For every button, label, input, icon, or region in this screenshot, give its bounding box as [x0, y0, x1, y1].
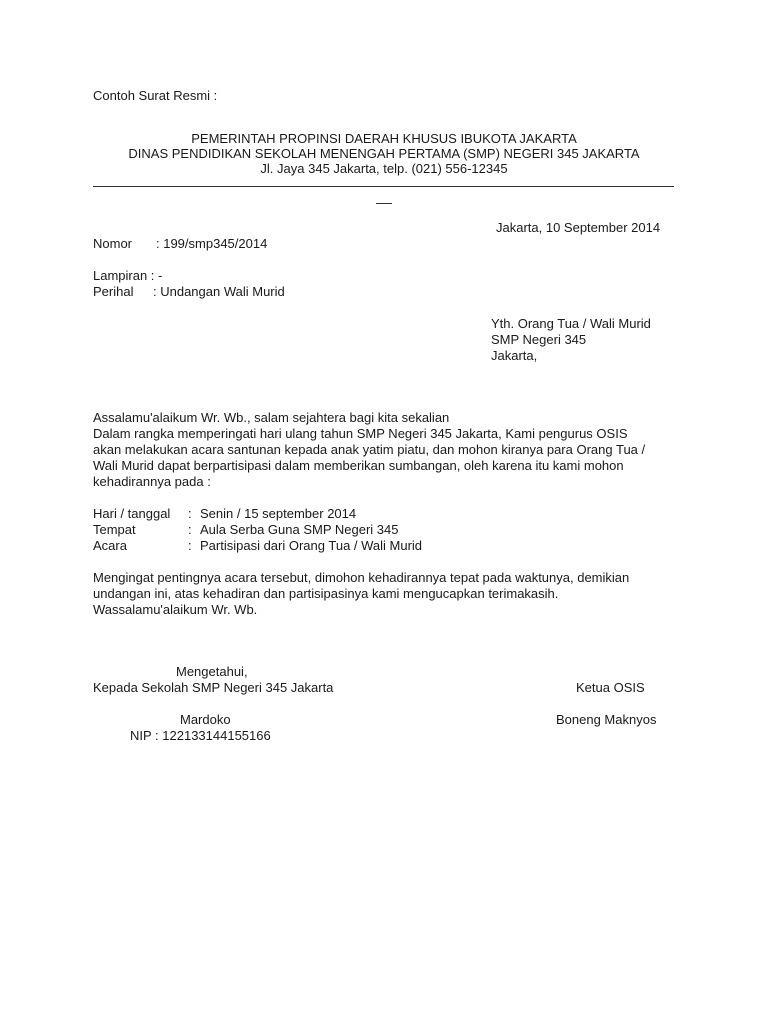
intro-caption: Contoh Surat Resmi :	[93, 88, 218, 103]
letterhead-divider	[93, 186, 674, 187]
detail-row	[93, 522, 399, 538]
letterhead-government: PEMERINTAH PROPINSI DAERAH KHUSUS IBUKOTA JAKARTA	[191, 131, 577, 146]
closing-line: Wassalamu'alaikum Wr. Wb.	[93, 602, 258, 617]
recipient-line: Yth. Orang Tua / Wali Murid	[491, 316, 651, 331]
detail-row	[93, 506, 356, 522]
sign-left-title: Kepada Sekolah SMP Negeri 345 Jakarta	[93, 680, 334, 695]
letterhead-address: Jl. Jaya 345 Jakarta, telp. (021) 556-12345	[260, 161, 508, 176]
detail-value: Aula Serba Guna SMP Negeri 345	[200, 522, 399, 537]
recipient-line: Jakarta,	[491, 348, 538, 363]
letterhead-divider-stub	[376, 203, 392, 204]
closing-line: Mengingat pentingnya acara tersebut, dimohon kehadirannya tepat pada waktunya, demikian	[93, 570, 630, 585]
letterhead-department: DINAS PENDIDIKAN SEKOLAH MENENGAH PERTAMA (SMP) NEGERI 345 JAKARTA	[128, 146, 640, 161]
sign-left-name: Mardoko	[180, 712, 231, 727]
body-line: Wali Murid dapat berpartisipasi dalam memberikan sumbangan, oleh karena itu kami mohon	[93, 458, 624, 473]
sign-left-nip: NIP : 122133144155166	[130, 728, 271, 743]
body-line: akan melakukan acara santunan kepada anak yatim piatu, dan mohon kiranya para Orang Tua /	[93, 442, 646, 457]
closing-line: undangan ini, atas kehadiran dan partisipasinya kami mengucapkan terimakasih.	[93, 586, 559, 601]
detail-separator: :	[188, 522, 192, 537]
greeting: Assalamu'alaikum Wr. Wb., salam sejahtera bagi kita sekalian	[93, 410, 450, 425]
perihal-label: Perihal	[93, 284, 134, 299]
detail-label: Acara	[93, 538, 127, 553]
detail-value: Senin / 15 september 2014	[200, 506, 357, 521]
body-line: kehadirannya pada :	[93, 474, 211, 489]
sign-right-name: Boneng Maknyos	[556, 712, 657, 727]
nomor-label: Nomor	[93, 236, 133, 251]
nomor-value: : 199/smp345/2014	[156, 236, 268, 251]
detail-label: Tempat	[93, 522, 136, 537]
sign-left-header: Mengetahui,	[176, 664, 248, 679]
recipient-line: SMP Negeri 345	[491, 332, 587, 347]
perihal-value: : Undangan Wali Murid	[153, 284, 285, 299]
closing-paragraph	[93, 570, 678, 618]
place-date: Jakarta, 10 September 2014	[496, 220, 661, 235]
detail-value: Partisipasi dari Orang Tua / Wali Murid	[200, 538, 423, 553]
detail-row	[93, 538, 422, 554]
detail-label: Hari / tanggal	[93, 506, 171, 521]
body-line: Dalam rangka memperingati hari ulang tahun SMP Negeri 345 Jakarta, Kami pengurus OSIS	[93, 426, 628, 441]
lampiran: Lampiran : -	[93, 268, 163, 283]
sign-right-title: Ketua OSIS	[576, 680, 645, 695]
detail-separator: :	[188, 506, 192, 521]
detail-separator: :	[188, 538, 192, 553]
letter-body	[93, 410, 678, 490]
